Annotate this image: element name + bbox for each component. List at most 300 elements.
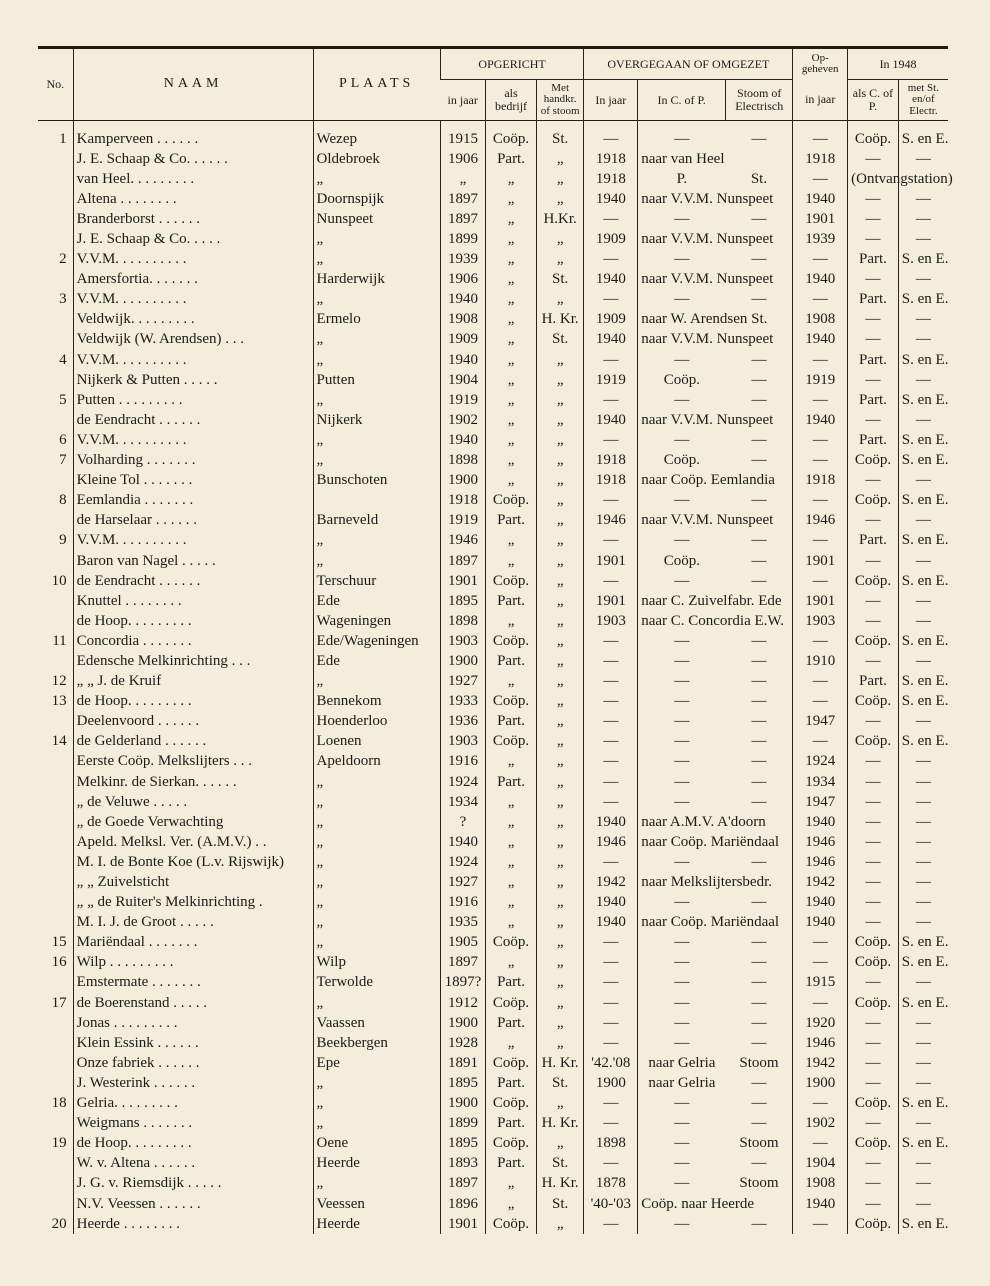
header-naam: NAAM	[73, 48, 313, 121]
cell-plaats: Ede	[313, 591, 440, 611]
cell-opgeheven-jaar: 1946	[793, 852, 848, 872]
cell-handkr-stoom: H.Kr.	[536, 209, 584, 229]
cell-no	[38, 1114, 73, 1134]
cell-als-bedrijf: „	[486, 913, 537, 933]
cell-stoom-electr: —	[751, 793, 767, 810]
table-row	[38, 1094, 948, 1114]
cell-handkr-stoom: St.	[536, 1154, 584, 1174]
cell-opgericht-jaar: 1903	[440, 631, 485, 651]
cell-opgericht-jaar: 1934	[440, 792, 485, 812]
header-no: No.	[38, 48, 73, 121]
table-row	[38, 250, 948, 270]
cell-1948-st-electr: —	[898, 752, 948, 772]
cell-overgegaan-jaar: —	[584, 792, 638, 812]
cell-handkr-stoom: „	[536, 430, 584, 450]
cell-overgegaan-jaar: —	[584, 852, 638, 872]
cell-als-bedrijf: Coöp.	[486, 933, 537, 953]
cell-plaats: Nijkerk	[313, 410, 440, 430]
cell-plaats	[313, 491, 440, 511]
table-row	[38, 732, 948, 752]
cell-stoom-electr: —	[751, 391, 767, 408]
cell-handkr-stoom: „	[536, 511, 584, 531]
cell-naam: Klein Essink . . . . . .	[73, 1033, 313, 1053]
cell-naam: J. E. Schaap & Co. . . . . .	[73, 149, 313, 169]
cell-opgeheven-jaar: 1940	[793, 893, 848, 913]
cell-stoom-electr: —	[751, 1074, 767, 1091]
cell-1948-st-electr: S. en E.	[898, 451, 948, 471]
cell-overgegaan-jaar: —	[584, 250, 638, 270]
cell-als-bedrijf: Coöp.	[486, 1214, 537, 1234]
table-body	[38, 121, 953, 1235]
cell-no	[38, 1013, 73, 1033]
cell-1948-st-electr: —	[898, 410, 948, 430]
cell-als-bedrijf: Part.	[486, 651, 537, 671]
cell-als-bedrijf: „	[486, 451, 537, 471]
cell-plaats: „	[313, 390, 440, 410]
cell-als-bedrijf: „	[486, 1033, 537, 1053]
cell-1948-st-electr: —	[898, 1073, 948, 1093]
table-row	[38, 270, 948, 290]
cell-no	[38, 229, 73, 249]
cell-handkr-stoom: „	[536, 1214, 584, 1234]
cell-overgegaan-jaar: 1918	[584, 169, 638, 189]
cell-plaats: „	[313, 250, 440, 270]
cell-1948-st-electr: —	[898, 591, 948, 611]
cell-opgericht-jaar: 1919	[440, 511, 485, 531]
cell-naam: Nijkerk & Putten . . . . .	[73, 370, 313, 390]
cell-no	[38, 310, 73, 330]
cell-naam: J. E. Schaap & Co. . . . .	[73, 229, 313, 249]
cell-opgericht-jaar: 1891	[440, 1053, 485, 1073]
cell-in-cofp: —	[638, 1154, 726, 1174]
cell-naam: de Gelderland . . . . . .	[73, 732, 313, 752]
cell-in-cofp: naar Melkslijtersbedr.	[638, 872, 726, 892]
cell-handkr-stoom: „	[536, 1094, 584, 1114]
cell-handkr-stoom: „	[536, 832, 584, 852]
cell-naam: W. v. Altena . . . . . .	[73, 1154, 313, 1174]
cell-opgericht-jaar: 1933	[440, 692, 485, 712]
cell-no	[38, 410, 73, 430]
cell-opgeheven-jaar: —	[793, 169, 848, 189]
cell-1948-st-electr: S. en E.	[898, 933, 948, 953]
cell-in-cofp: —	[638, 893, 726, 913]
cell-1948-st-electr: —	[898, 852, 948, 872]
table-row	[38, 290, 948, 310]
cell-plaats: Oldebroek	[313, 149, 440, 169]
cell-no	[38, 772, 73, 792]
cell-naam: Gelria. . . . . . . . .	[73, 1094, 313, 1114]
cell-handkr-stoom: „	[536, 611, 584, 631]
cell-als-bedrijf: Coöp.	[486, 491, 537, 511]
cell-opgeheven-jaar: 1901	[793, 591, 848, 611]
cell-1948-st-electr: —	[898, 611, 948, 631]
cell-opgericht-jaar: 1940	[440, 350, 485, 370]
cell-plaats: Heerde	[313, 1154, 440, 1174]
cell-no	[38, 591, 73, 611]
cell-in-cofp: naar V.V.M. Nunspeet	[638, 229, 726, 249]
cell-handkr-stoom: „	[536, 1134, 584, 1154]
cell-no: 13	[51, 693, 67, 710]
table-row	[38, 209, 948, 229]
cell-plaats: „	[313, 290, 440, 310]
cell-overgegaan-jaar: 1940	[584, 189, 638, 209]
cell-overgegaan-jaar: 1901	[584, 551, 638, 571]
cell-overgegaan-jaar: —	[584, 1094, 638, 1114]
cell-1948-st-electr: —	[898, 1194, 948, 1214]
cell-als-bedrijf: „	[486, 471, 537, 491]
cell-1948-cofp: Coöp.	[848, 451, 899, 471]
cell-no	[38, 792, 73, 812]
cell-overgegaan-jaar: —	[584, 1013, 638, 1033]
cell-opgeheven-jaar: 1940	[793, 1194, 848, 1214]
cell-plaats: „	[313, 229, 440, 249]
cell-stoom-electr: —	[751, 572, 767, 589]
cell-1948-cofp: Part.	[848, 290, 899, 310]
cell-stoom-electr: —	[751, 552, 767, 569]
cell-naam: N.V. Veessen . . . . . .	[73, 1194, 313, 1214]
table-row	[38, 390, 948, 410]
cell-stoom-electr: —	[751, 431, 767, 448]
cell-als-bedrijf: Part.	[486, 591, 537, 611]
cell-no	[38, 611, 73, 631]
cell-overgegaan-jaar: 1946	[584, 832, 638, 852]
cell-naam: Branderborst . . . . . .	[73, 209, 313, 229]
cell-opgeheven-jaar: 1903	[793, 611, 848, 631]
cell-opgericht-jaar: 1893	[440, 1154, 485, 1174]
cell-als-bedrijf: „	[486, 330, 537, 350]
table-row	[38, 631, 948, 651]
cell-plaats: Heerde	[313, 1214, 440, 1234]
cell-opgericht-jaar: 1903	[440, 732, 485, 752]
cell-plaats: Loenen	[313, 732, 440, 752]
cell-plaats: „	[313, 933, 440, 953]
cell-no	[38, 913, 73, 933]
cell-no: 19	[51, 1135, 67, 1152]
cell-overgegaan-jaar: 1940	[584, 270, 638, 290]
cell-1948-st-electr: —	[898, 511, 948, 531]
cell-opgeheven-jaar: 1940	[793, 270, 848, 290]
cell-naam: „ de Veluwe . . . . .	[73, 792, 313, 812]
cell-handkr-stoom: „	[536, 893, 584, 913]
cell-plaats: Bennekom	[313, 692, 440, 712]
cell-no: 15	[51, 934, 67, 951]
cell-plaats: Ermelo	[313, 310, 440, 330]
cell-opgericht-jaar: 1897	[440, 953, 485, 973]
cell-opgeheven-jaar: —	[793, 121, 848, 150]
cell-overgegaan-jaar: 1940	[584, 812, 638, 832]
cell-plaats: Doornspijk	[313, 189, 440, 209]
cell-naam: „ „ J. de Kruif	[73, 672, 313, 692]
cell-1948-cofp: —	[848, 209, 899, 229]
cell-handkr-stoom: „	[536, 451, 584, 471]
cell-als-bedrijf: „	[486, 872, 537, 892]
cell-in-cofp: Coöp. naar Heerde	[638, 1194, 726, 1214]
header-overgegaan: OVERGEGAAN OF OMGEZET	[584, 48, 793, 80]
cell-1948-st-electr: S. en E.	[898, 121, 948, 150]
cell-no	[38, 270, 73, 290]
cell-stoom-electr: —	[751, 713, 767, 730]
cell-1948-cofp: —	[848, 1114, 899, 1134]
cell-overgegaan-jaar: —	[584, 692, 638, 712]
cell-plaats: „	[313, 551, 440, 571]
header-opgericht: OPGERICHT	[440, 48, 584, 80]
cell-in-cofp: —	[638, 1094, 726, 1114]
table-row	[38, 189, 948, 209]
cell-opgeheven-jaar: 1939	[793, 229, 848, 249]
cell-plaats: Putten	[313, 370, 440, 390]
cell-als-bedrijf: Part.	[486, 973, 537, 993]
cell-als-bedrijf: Part.	[486, 1073, 537, 1093]
cell-no: 2	[59, 251, 67, 268]
cell-1948-cofp: —	[848, 812, 899, 832]
cell-handkr-stoom: „	[536, 692, 584, 712]
cell-naam: „ „ Zuivelsticht	[73, 872, 313, 892]
cell-naam: Wilp . . . . . . . . .	[73, 953, 313, 973]
cell-1948-cofp: —	[848, 1013, 899, 1033]
cell-in-cofp: naar C. Concordia E.W.	[638, 611, 726, 631]
cell-overgegaan-jaar: —	[584, 1033, 638, 1053]
cell-plaats: „	[313, 993, 440, 1013]
cell-no: 8	[59, 492, 67, 509]
cell-plaats: Vaassen	[313, 1013, 440, 1033]
cell-naam: V.V.M. . . . . . . . . .	[73, 430, 313, 450]
cell-opgericht-jaar: 1916	[440, 893, 485, 913]
cell-in-cofp: —	[638, 651, 726, 671]
cell-naam: Edensche Melkinrichting . . .	[73, 651, 313, 671]
cell-no: 5	[59, 391, 67, 408]
cell-opgeheven-jaar: 1946	[793, 1033, 848, 1053]
cell-in-cofp: —	[638, 250, 726, 270]
cell-stoom-electr: —	[751, 954, 767, 971]
table-row	[38, 1114, 948, 1134]
cell-handkr-stoom: „	[536, 732, 584, 752]
cell-1948-cofp: —	[848, 511, 899, 531]
cell-1948-cofp: Coöp.	[848, 1094, 899, 1114]
table-row	[38, 1073, 948, 1093]
cell-1948-cofp: —	[848, 1174, 899, 1194]
cell-no	[38, 370, 73, 390]
cell-opgeheven-jaar: 1918	[793, 149, 848, 169]
cell-no	[38, 752, 73, 772]
cell-handkr-stoom: „	[536, 591, 584, 611]
cell-plaats: Beekbergen	[313, 1033, 440, 1053]
cell-no	[38, 511, 73, 531]
cell-no: 18	[51, 1095, 67, 1112]
cell-1948-cofp: —	[848, 310, 899, 330]
cell-als-bedrijf: „	[486, 792, 537, 812]
cell-no: 7	[59, 452, 67, 469]
cell-handkr-stoom: „	[536, 571, 584, 591]
cell-1948-st-electr: —	[898, 270, 948, 290]
cell-opgericht-jaar: 1940	[440, 290, 485, 310]
cell-1948-cofp: —	[848, 1073, 899, 1093]
cell-handkr-stoom: St.	[536, 1073, 584, 1093]
cell-opgericht-jaar: 1927	[440, 672, 485, 692]
cell-opgeheven-jaar: —	[793, 1134, 848, 1154]
table-row	[38, 692, 948, 712]
cell-1948-st-electr: S. en E.	[898, 430, 948, 450]
cell-1948-cofp: —	[848, 330, 899, 350]
cell-1948-cofp: —	[848, 370, 899, 390]
cell-stoom-electr: —	[751, 291, 767, 308]
cell-opgeheven-jaar: —	[793, 732, 848, 752]
cell-stoom-electr: —	[751, 492, 767, 509]
cell-1948-cofp: Part.	[848, 531, 899, 551]
cell-naam: Kamperveen . . . . . .	[73, 121, 313, 150]
cell-opgericht-jaar: 1935	[440, 913, 485, 933]
cell-naam: J. G. v. Riemsdijk . . . . .	[73, 1174, 313, 1194]
cell-als-bedrijf: „	[486, 1174, 537, 1194]
cell-plaats: Terschuur	[313, 571, 440, 591]
cell-1948-cofp: Coöp.	[848, 732, 899, 752]
cell-opgericht-jaar: 1906	[440, 270, 485, 290]
cell-naam: Heerde . . . . . . . .	[73, 1214, 313, 1234]
cell-1948-cofp: —	[848, 551, 899, 571]
cell-1948-cofp: —	[848, 893, 899, 913]
cell-opgericht-jaar: 1901	[440, 1214, 485, 1234]
cell-1948-st-electr: S. en E.	[898, 672, 948, 692]
cell-no	[38, 149, 73, 169]
cell-no	[38, 973, 73, 993]
cell-naam: M. I. J. de Groot . . . . .	[73, 913, 313, 933]
cell-opgeheven-jaar: 1910	[793, 651, 848, 671]
cell-1948-st-electr: S. en E.	[898, 290, 948, 310]
cell-in-cofp: naar C. Zuivelfabr. Ede	[638, 591, 726, 611]
cell-overgegaan-jaar: —	[584, 631, 638, 651]
cell-handkr-stoom: „	[536, 410, 584, 430]
cell-als-bedrijf: „	[486, 189, 537, 209]
cell-no	[38, 812, 73, 832]
cell-1948-cofp: Coöp.	[848, 692, 899, 712]
table-row	[38, 1154, 948, 1174]
cell-1948-cofp: —	[848, 852, 899, 872]
cell-no	[38, 551, 73, 571]
zuivelfabrieken-table	[38, 46, 953, 1234]
cell-in-cofp: —	[638, 672, 726, 692]
table-row	[38, 491, 948, 511]
cell-plaats: „	[313, 1174, 440, 1194]
cell-stoom-electr: —	[751, 894, 767, 911]
cell-als-bedrijf: „	[486, 410, 537, 430]
cell-overgegaan-jaar: —	[584, 350, 638, 370]
cell-opgeheven-jaar: —	[793, 953, 848, 973]
cell-plaats: „	[313, 772, 440, 792]
cell-naam: Eerste Coöp. Melkslijters . . .	[73, 752, 313, 772]
cell-stoom-electr: —	[751, 130, 767, 147]
cell-stoom-electr: Stoom	[739, 1175, 779, 1192]
cell-1948-cofp: Coöp.	[848, 1214, 899, 1234]
cell-no	[38, 1174, 73, 1194]
cell-no: 14	[51, 733, 67, 750]
cell-in-cofp: —	[638, 430, 726, 450]
table-row	[38, 370, 948, 390]
cell-1948-cofp: —	[848, 1053, 899, 1073]
cell-als-bedrijf: „	[486, 430, 537, 450]
cell-in-cofp: naar Gelria	[638, 1053, 726, 1073]
cell-1948-cofp: (Ontvangstation)	[848, 169, 899, 189]
cell-overgegaan-jaar: 1909	[584, 229, 638, 249]
cell-naam: Melkinr. de Sierkan. . . . . .	[73, 772, 313, 792]
cell-no	[38, 872, 73, 892]
cell-1948-st-electr: —	[898, 209, 948, 229]
cell-stoom-electr: —	[751, 853, 767, 870]
cell-opgeheven-jaar: 1947	[793, 712, 848, 732]
cell-stoom-electr: —	[751, 452, 767, 469]
cell-no: 12	[51, 673, 67, 690]
cell-opgericht-jaar: 1928	[440, 1033, 485, 1053]
cell-in-cofp: —	[638, 792, 726, 812]
cell-overgegaan-jaar: 1940	[584, 913, 638, 933]
cell-plaats: Veessen	[313, 1194, 440, 1214]
cell-in-cofp: naar V.V.M. Nunspeet	[638, 410, 726, 430]
table-row	[38, 430, 948, 450]
cell-1948-cofp: —	[848, 229, 899, 249]
table-row	[38, 953, 948, 973]
cell-opgericht-jaar: 1909	[440, 330, 485, 350]
cell-opgeheven-jaar: 1908	[793, 310, 848, 330]
cell-handkr-stoom: „	[536, 872, 584, 892]
cell-als-bedrijf: „	[486, 893, 537, 913]
cell-handkr-stoom: H. Kr.	[536, 310, 584, 330]
cell-naam: Volharding . . . . . . .	[73, 451, 313, 471]
cell-naam: Baron van Nagel . . . . .	[73, 551, 313, 571]
cell-1948-cofp: Part.	[848, 250, 899, 270]
cell-handkr-stoom: „	[536, 712, 584, 732]
cell-opgericht-jaar: 1946	[440, 531, 485, 551]
cell-handkr-stoom: „	[536, 973, 584, 993]
cell-no: 9	[59, 532, 67, 549]
cell-in-cofp: —	[638, 1114, 726, 1134]
cell-1948-st-electr: —	[898, 651, 948, 671]
cell-no	[38, 169, 73, 189]
cell-in-cofp: naar Coöp. Mariëndaal	[638, 913, 726, 933]
cell-overgegaan-jaar: —	[584, 491, 638, 511]
cell-naam: Knuttel . . . . . . . .	[73, 591, 313, 611]
cell-handkr-stoom: „	[536, 531, 584, 551]
cell-1948-st-electr: S. en E.	[898, 993, 948, 1013]
cell-in-cofp: naar Coöp. Eemlandia	[638, 471, 726, 491]
cell-1948-cofp: Coöp.	[848, 631, 899, 651]
cell-handkr-stoom: „	[536, 250, 584, 270]
cell-stoom-electr: —	[751, 673, 767, 690]
cell-1948-cofp: —	[848, 611, 899, 631]
cell-in-cofp: —	[638, 390, 726, 410]
cell-in-cofp: naar A.M.V. A'doorn	[638, 812, 726, 832]
cell-overgegaan-jaar: —	[584, 973, 638, 993]
cell-als-bedrijf: „	[486, 209, 537, 229]
cell-als-bedrijf: „	[486, 672, 537, 692]
cell-stoom-electr: —	[751, 994, 767, 1011]
cell-opgeheven-jaar: —	[793, 531, 848, 551]
cell-stoom-electr: —	[751, 1155, 767, 1172]
cell-als-bedrijf: Part.	[486, 1114, 537, 1134]
cell-opgericht-jaar: 1906	[440, 149, 485, 169]
table-row	[38, 451, 948, 471]
cell-overgegaan-jaar: —	[584, 1154, 638, 1174]
cell-in-cofp: —	[638, 121, 726, 150]
cell-1948-st-electr: —	[898, 229, 948, 249]
cell-1948-st-electr: —	[898, 792, 948, 812]
cell-opgericht-jaar: 1902	[440, 410, 485, 430]
cell-1948-cofp: —	[848, 712, 899, 732]
cell-handkr-stoom: „	[536, 551, 584, 571]
cell-plaats: „	[313, 330, 440, 350]
cell-1948-cofp: —	[848, 1194, 899, 1214]
cell-naam: Mariëndaal . . . . . . .	[73, 933, 313, 953]
cell-naam: Putten . . . . . . . . .	[73, 390, 313, 410]
cell-overgegaan-jaar: —	[584, 933, 638, 953]
cell-in-cofp: —	[638, 953, 726, 973]
